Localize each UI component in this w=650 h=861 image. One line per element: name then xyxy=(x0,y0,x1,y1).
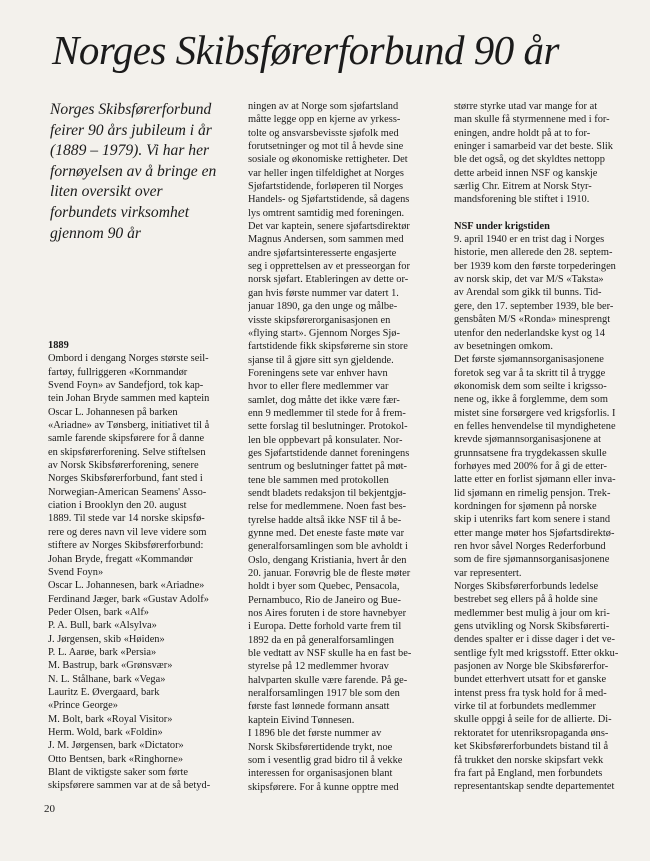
text-line: fornøyelsen av å bringe en xyxy=(50,162,217,180)
text-line: M. Bastrup, bark «Grønsvær» xyxy=(48,660,173,672)
text-line: kaptein Eivind Tønnesen. xyxy=(248,714,355,726)
text-line: styrelse på 12 medlemmer hvorav xyxy=(248,661,389,673)
text-line: Oscar L. Johannesen på barken xyxy=(48,406,178,418)
text-line: rere og deres navn vil leve videre som xyxy=(48,526,207,538)
text-line: som i vesentlig grad bidro til å vekke xyxy=(248,754,403,766)
text-line: tyrelse hadde altså ikke NSF til å be- xyxy=(248,514,402,526)
text-line: Oslo, dengang Kristiania, hvert år den xyxy=(248,554,407,566)
text-line: latte etter en forlist sjømann eller inva- xyxy=(454,474,616,486)
text-line: av norsk skip, det var M/S «Taksta» xyxy=(454,274,604,286)
text-line: Peder Olsen, bark «Alf» xyxy=(48,606,149,618)
text-line: ble vedtatt av NSF skulle ha en fast be- xyxy=(248,648,412,660)
text-line: gens utvikling og Norsk Skibsførerti- xyxy=(454,621,610,633)
text-line: stiftere av Norges Skibsførerforbund: xyxy=(48,540,204,552)
text-line: Magnus Andersen, som sammen med xyxy=(248,234,404,246)
text-line: ren hvor såvel Norges Rederforbund xyxy=(454,541,606,552)
text-line: var representert. xyxy=(454,567,522,579)
text-line: historie, men allerede den 28. septem- xyxy=(454,247,613,259)
text-line: lid sjømann en rimelig pensjon. Trek- xyxy=(454,487,611,499)
text-line: Svend Foyn» av Sandefjord, tok kap- xyxy=(48,380,204,392)
text-line: (1889 – 1979). Vi har her xyxy=(50,142,210,160)
text-line: P. L. Aarøe, bark «Persia» xyxy=(48,646,157,658)
text-line: Handels- og Sjøfartstidende, så dagens xyxy=(248,194,410,206)
text-line: større styrke utad var mange for at xyxy=(454,101,598,112)
text-line: bundet etterhvert utsatt for et ganske xyxy=(454,674,607,686)
text-line: gensbåten M/S «Ronda» minesprengt xyxy=(454,314,611,326)
text-line: ket Skibsførerforbundets bistand til å xyxy=(454,741,609,753)
text-line: I 1896 ble det første nummer av xyxy=(248,728,382,740)
text-line: nos Aires foruten i de store havnebyer xyxy=(248,608,407,620)
text-line: Svend Foyn» xyxy=(48,566,104,578)
text-line: første fast lønnede formann ansatt xyxy=(248,701,390,713)
text-line: sette forslag til beslutninger. Protokol- xyxy=(248,421,408,433)
text-line: sosiale og økonomiske rettigheter. Det xyxy=(248,154,408,166)
text-line: hvor to eller flere medlemmer var xyxy=(248,381,389,393)
text-line: var heller ingen tilfeldighet at Norges xyxy=(248,167,404,179)
text-line: Norges Skibsførerforbunds ledelse xyxy=(454,581,599,593)
text-line: Norges Skibsførerforbund, fant sted i xyxy=(48,473,203,485)
text-line: sentrum og beslutninger fattet på møt- xyxy=(248,461,407,473)
text-line: av Norsk Skibsførerforening, senere xyxy=(48,460,199,472)
text-line: fra fart på England, men forbundets xyxy=(454,767,603,779)
text-line: J. Jørgensen, skib «Høiden» xyxy=(48,633,165,645)
text-line: Norwegian-American Seamens' Asso- xyxy=(48,486,207,498)
text-line: medlemmer best mulig à jour om kri- xyxy=(454,607,610,619)
text-line: som de fire sjømannsorganisasjonene xyxy=(454,554,610,566)
text-line: intenst press fra tysk hold for å med- xyxy=(454,687,607,699)
text-line: gynne med. Det eneste faste møte var xyxy=(248,528,405,539)
text-line: «Prince George» xyxy=(48,700,118,712)
text-line: Oscar L. Johannesen, bark «Ariadne» xyxy=(48,580,205,592)
text-line: ble det også, og det skyldtes nettopp xyxy=(454,154,605,166)
text-line: 1892 da en på generalforsamlingen xyxy=(248,634,394,646)
text-line: Ferdinand Jæger, bark «Gustav Adolf» xyxy=(48,593,209,605)
text-line: pasjonen av Norge ble Skibsførerfor- xyxy=(454,661,609,673)
text-line: tein Johan Bryde sammen med kaptein xyxy=(48,393,210,405)
text-line: interessen for organisasjonen blant xyxy=(248,768,393,780)
text-line: Johan Bryde, fregatt «Kommandør xyxy=(48,553,193,565)
text-line: generalforsamlingen som ble avholdt i xyxy=(248,541,408,553)
text-line: etter mange møter hos Sjøfartsdirektø- xyxy=(454,527,615,539)
text-line: Blant de viktigste saker som førte xyxy=(48,767,188,778)
text-line: liten oversikt over xyxy=(50,183,163,201)
section-heading-1889: 1889 xyxy=(48,340,69,351)
text-line: halvparten skulle være farende. På ge- xyxy=(248,674,408,686)
text-line: 9. april 1940 er en trist dag i Norges xyxy=(454,234,605,246)
text-line: forhøyes med 200% for å gi de etter- xyxy=(454,460,607,472)
text-line: forutsetninger og mot til å hevde sine xyxy=(248,141,404,153)
text-line: N. L. Stålhane, bark «Vega» xyxy=(48,673,166,685)
text-line: dendes spalter er i disse dager i det ve- xyxy=(454,634,615,646)
text-line: tolte og ansvarsbevisste sjøfolk med xyxy=(248,127,399,139)
text-line: samlet, dog måtte det ikke være fær- xyxy=(248,394,400,406)
text-line: sendt bladets redaksjon til bekjentgjø- xyxy=(248,487,407,499)
text-line: en felles henvendelse til myndighetene xyxy=(454,420,616,432)
text-line: seg i opprettelsen av et presseorgan for xyxy=(248,261,410,273)
text-line: Det første sjømannsorganisasjonene xyxy=(454,354,604,366)
column-2 xyxy=(248,100,444,794)
text-line: mandsforening ble stiftet i 1910. xyxy=(454,194,590,206)
article-intro xyxy=(50,100,228,244)
text-line: andre sjøfartsinteresserte engasjerte xyxy=(248,247,397,259)
text-line: januar 1890, ga den unge og målbe- xyxy=(248,301,398,313)
text-line: Herm. Wold, bark «Foldin» xyxy=(48,726,163,738)
text-line: forbundets virksomhet xyxy=(50,203,190,221)
text-line: få trukket den norske skipsfart vekk xyxy=(454,754,604,766)
text-line: virke til at forbundets medlemmer xyxy=(454,701,596,713)
text-line: sjanse til å gjøre sitt syn gjeldende. xyxy=(248,354,394,366)
text-line: ges Sjøfartstidende dannet foreningens xyxy=(248,447,410,459)
text-line: Ombord i dengang Norges største seil- xyxy=(48,353,209,365)
text-line: gere, den 17. september 1939, ble ber- xyxy=(454,300,614,312)
text-line: man skulle få styrmennene med i for- xyxy=(454,114,610,126)
text-line: av besetningen omkom. xyxy=(454,340,553,352)
column-3 xyxy=(454,100,644,794)
text-line: holdt i byer som Quebec, Pensacola, xyxy=(248,581,400,593)
text-line: mistet sine forsørgere ved krigsforlis. I xyxy=(454,407,616,419)
text-line: eninger i samarbeid var det beste. Slik xyxy=(454,141,613,153)
text-line: «flying start». Gjennom Norges Sjø- xyxy=(248,327,400,339)
text-line: M. Bolt, bark «Royal Visitor» xyxy=(48,713,173,725)
text-line: gan hvis første nummer var datert 1. xyxy=(248,287,399,299)
text-line: tene ble sammen med protokollen xyxy=(248,474,389,486)
text-line: sentlige fylt med krigsstoff. Etter okku- xyxy=(454,647,619,659)
text-line: ningen av at Norge som sjøfartsland xyxy=(248,101,399,112)
text-line: Det var kaptein, senere sjøfartsdirektør xyxy=(248,221,410,233)
text-line: skipsførere sammen var at de så betyd- xyxy=(48,780,211,792)
text-line: ber 1939 kom den første torpederingen xyxy=(454,260,616,272)
text-line: relse for medlemmene. Noen fast bes- xyxy=(248,501,407,513)
text-line: Norsk Skibsførertidende trykt, noe xyxy=(248,741,393,753)
text-line: særlig Chr. Eitrem at Norsk Styr- xyxy=(454,181,592,193)
text-line: Sjøfartstidende, forløperen til Norges xyxy=(248,181,404,193)
text-line: 1889. Til stede var 14 norske skipsfø- xyxy=(48,513,205,525)
text-line: gjennom 90 år xyxy=(50,224,141,242)
text-line: eningen, andre holdt på at to for- xyxy=(454,127,591,139)
text-line: 20. januar. Forøvrig ble de fleste møter xyxy=(248,568,411,580)
text-line: fartøy, fullriggeren «Kornmandør xyxy=(48,366,188,378)
text-line: grunnsatsene fra trygdekassen skulle xyxy=(454,447,607,459)
text-line: skulle oppgi å seile for de allierte. Di- xyxy=(454,714,612,726)
text-line: norsk sjøfart. Etableringen av dette or- xyxy=(248,274,409,286)
text-line: len ble oppbevart på konsulater. Nor- xyxy=(248,434,403,446)
text-line: neralforsamlingen 1917 ble som den xyxy=(248,688,400,700)
text-line: fartstidende fikk skipsførerne sin store xyxy=(248,341,408,353)
text-line: i Europa. Dette forhold varte frem til xyxy=(248,621,402,633)
text-line: måtte legge opp en kjerne av yrkess- xyxy=(248,114,401,126)
text-line: utenfor den nederlandske kyst og 14 xyxy=(454,327,605,339)
text-line: «Ariadne» av Tønsberg, initiativet til å xyxy=(48,420,210,432)
text-line: Lauritz E. Øvergaard, bark xyxy=(48,686,160,698)
text-line: økonomisk dem som seilte i krigsso- xyxy=(454,380,607,392)
text-line: skipsførere. For å kunne opptre med xyxy=(248,781,399,793)
text-line: kordningen for sjømenn på norske xyxy=(454,500,597,512)
text-line: Otto Bentsen, bark «Ringhorne» xyxy=(48,753,184,765)
text-line: rektoratet for utenriksropaganda øns- xyxy=(454,727,609,739)
text-line: feirer 90 års jubileum i år xyxy=(50,121,212,139)
text-line: nene og, ikke å forglemme, dem som xyxy=(454,394,608,406)
text-line: bestrebet seg ellers på å holde sine xyxy=(454,594,598,606)
text-line: lys omtrent samtidig med foreningen. xyxy=(248,207,405,219)
text-line: dette arbeid innen NSF og kanskje xyxy=(454,167,598,179)
article-title: Norges Skibsførerforbund 90 år xyxy=(52,27,560,73)
text-line: en skipsførerforening. Selve stiftelsen xyxy=(48,446,206,458)
text-line: krevde sjømannsorganisasjonene at xyxy=(454,434,601,446)
text-line: av Arendal som gikk til bunns. Tid- xyxy=(454,287,602,299)
column-1 xyxy=(48,339,236,793)
text-line: foretok seg var å ta skritt til å trygge xyxy=(454,367,606,379)
text-line: J. M. Jørgensen, bark «Dictator» xyxy=(48,740,184,752)
text-line: representantskap sendte departementet xyxy=(454,781,615,793)
text-line: ciation i Brooklyn den 20. august xyxy=(48,500,187,512)
text-line: Pernambuco, Rio de Janeiro og Bue- xyxy=(248,594,401,606)
text-line: Norges Skibsførerforbund xyxy=(50,101,212,118)
text-line: Foreningens sete var enhver havn xyxy=(248,367,388,379)
section-heading-krigstiden: NSF under krigstiden xyxy=(454,220,550,232)
text-line: enn 9 medlemmer til stede for å frem- xyxy=(248,407,406,419)
text-line: skip i utenriks fart kom senere i stand xyxy=(454,514,611,526)
text-line: visste skipsførerorganisasjonen en xyxy=(248,314,391,326)
text-line: samle farende skipsførere for å danne xyxy=(48,433,205,445)
page-number: 20 xyxy=(44,803,55,815)
text-line: P. A. Bull, bark «Alsylva» xyxy=(48,620,157,632)
